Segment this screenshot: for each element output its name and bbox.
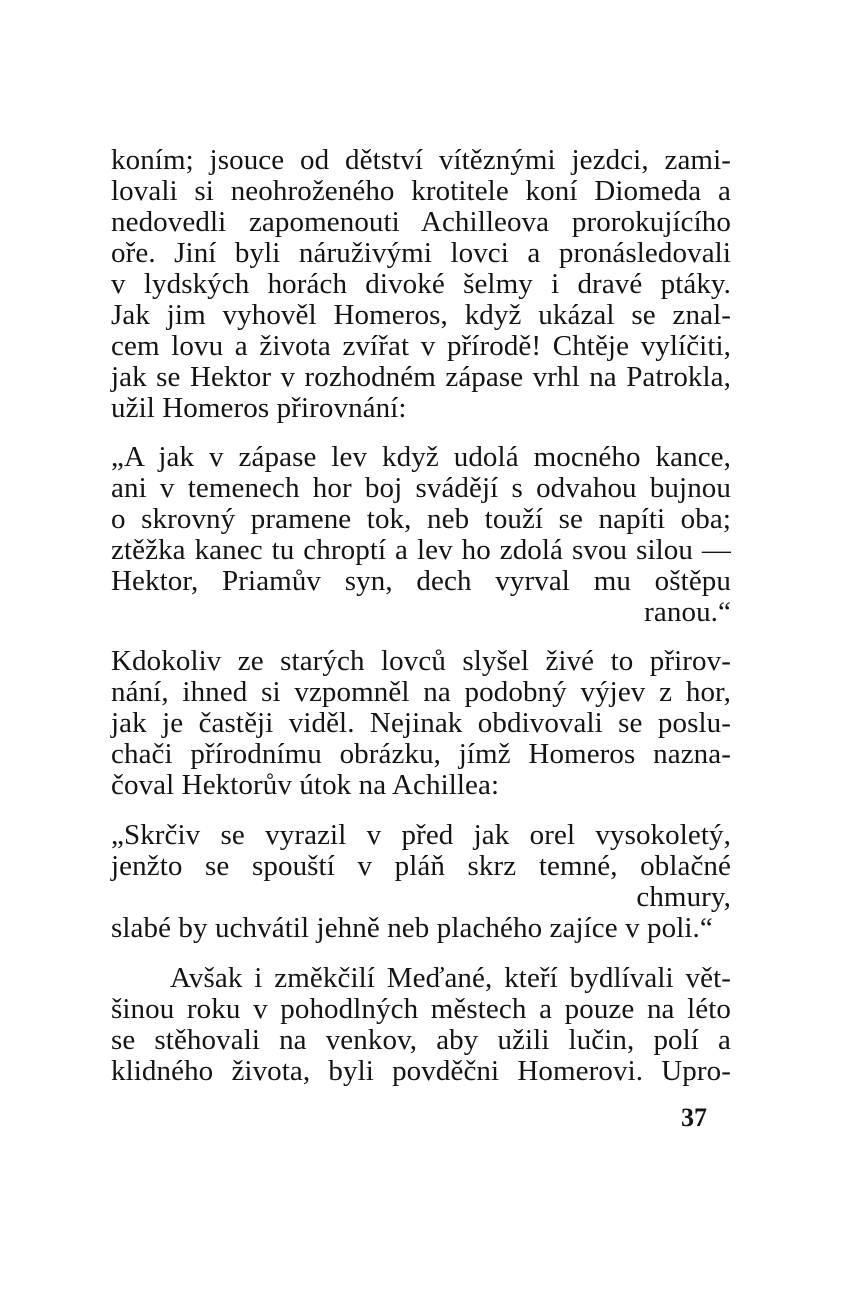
page-number: 37 bbox=[681, 1103, 707, 1132]
verse-line: jenžto se spouští v pláň skrz temné, oblačné bbox=[111, 850, 731, 882]
text-line: užil Homeros přirovnání: bbox=[111, 392, 407, 424]
verse-line-wrap: chmury, bbox=[636, 881, 731, 913]
text-line: v lydských horách divoké šelmy i dravé ptáky. bbox=[111, 268, 731, 300]
text-line: lovali si neohroženého krotitele koní Diomeda a bbox=[111, 175, 731, 207]
text-line: jak je častěji viděl. Nejinak obdivovali se poslu- bbox=[111, 707, 731, 739]
verse-line: ani v temenech hor boj svádějí s odvahou bujnou bbox=[111, 472, 731, 504]
verse-line-end: ranou.“ bbox=[644, 596, 731, 628]
text-line: oře. Jiní byli náruživými lovci a pronásledovali bbox=[111, 237, 731, 269]
text-line: chači přírodnímu obrázku, jímž Homeros nazna- bbox=[111, 738, 731, 770]
text-line: Jak jim vyhověl Homeros, když ukázal se znal- bbox=[111, 299, 731, 331]
text-line: jak se Hektor v rozhodném zápase vrhl na Patrokla, bbox=[111, 361, 731, 393]
text-line: koním; jsouce od dětství vítěznými jezdci, zami- bbox=[111, 144, 731, 176]
verse-line: Hektor, Priamův syn, dech vyrval mu oštěpu bbox=[111, 565, 731, 597]
text-line: šinou roku v pohodlných městech a pouze na léto bbox=[111, 993, 731, 1025]
text-line: cem lovu a života zvířat v přírodě! Chtěje vylíčiti, bbox=[111, 330, 731, 362]
verse-line: o skrovný pramene tok, neb touží se napíti oba; bbox=[111, 503, 731, 535]
text-line: čoval Hektorův útok na Achillea: bbox=[111, 769, 500, 801]
verse-line: slabé by uchvátil jehně neb plachého zajíce v poli.“ bbox=[111, 912, 713, 944]
text-line: se stěhovali na venkov, aby užili lučin, polí a bbox=[111, 1024, 731, 1056]
text-line: klidného života, byli povděčni Homerovi. Upro- bbox=[111, 1055, 731, 1087]
text-line: nání, ihned si vzpomněl na podobný výjev z hor, bbox=[111, 676, 731, 708]
verse-line: „Skrčiv se vyrazil v před jak orel vysokoletý, bbox=[111, 819, 731, 851]
text-line: Avšak i změkčilí Meďané, kteří bydlívali vět- bbox=[170, 962, 731, 994]
verse-line: „A jak v zápase lev když udolá mocného kance, bbox=[111, 441, 731, 473]
verse-line: ztěžka kanec tu chroptí a lev ho zdolá svou silou — bbox=[111, 534, 731, 566]
text-line: Kdokoliv ze starých lovců slyšel živé to přirov- bbox=[111, 645, 731, 677]
text-line: nedovedli zapomenouti Achilleova prorokujícího bbox=[111, 206, 731, 238]
